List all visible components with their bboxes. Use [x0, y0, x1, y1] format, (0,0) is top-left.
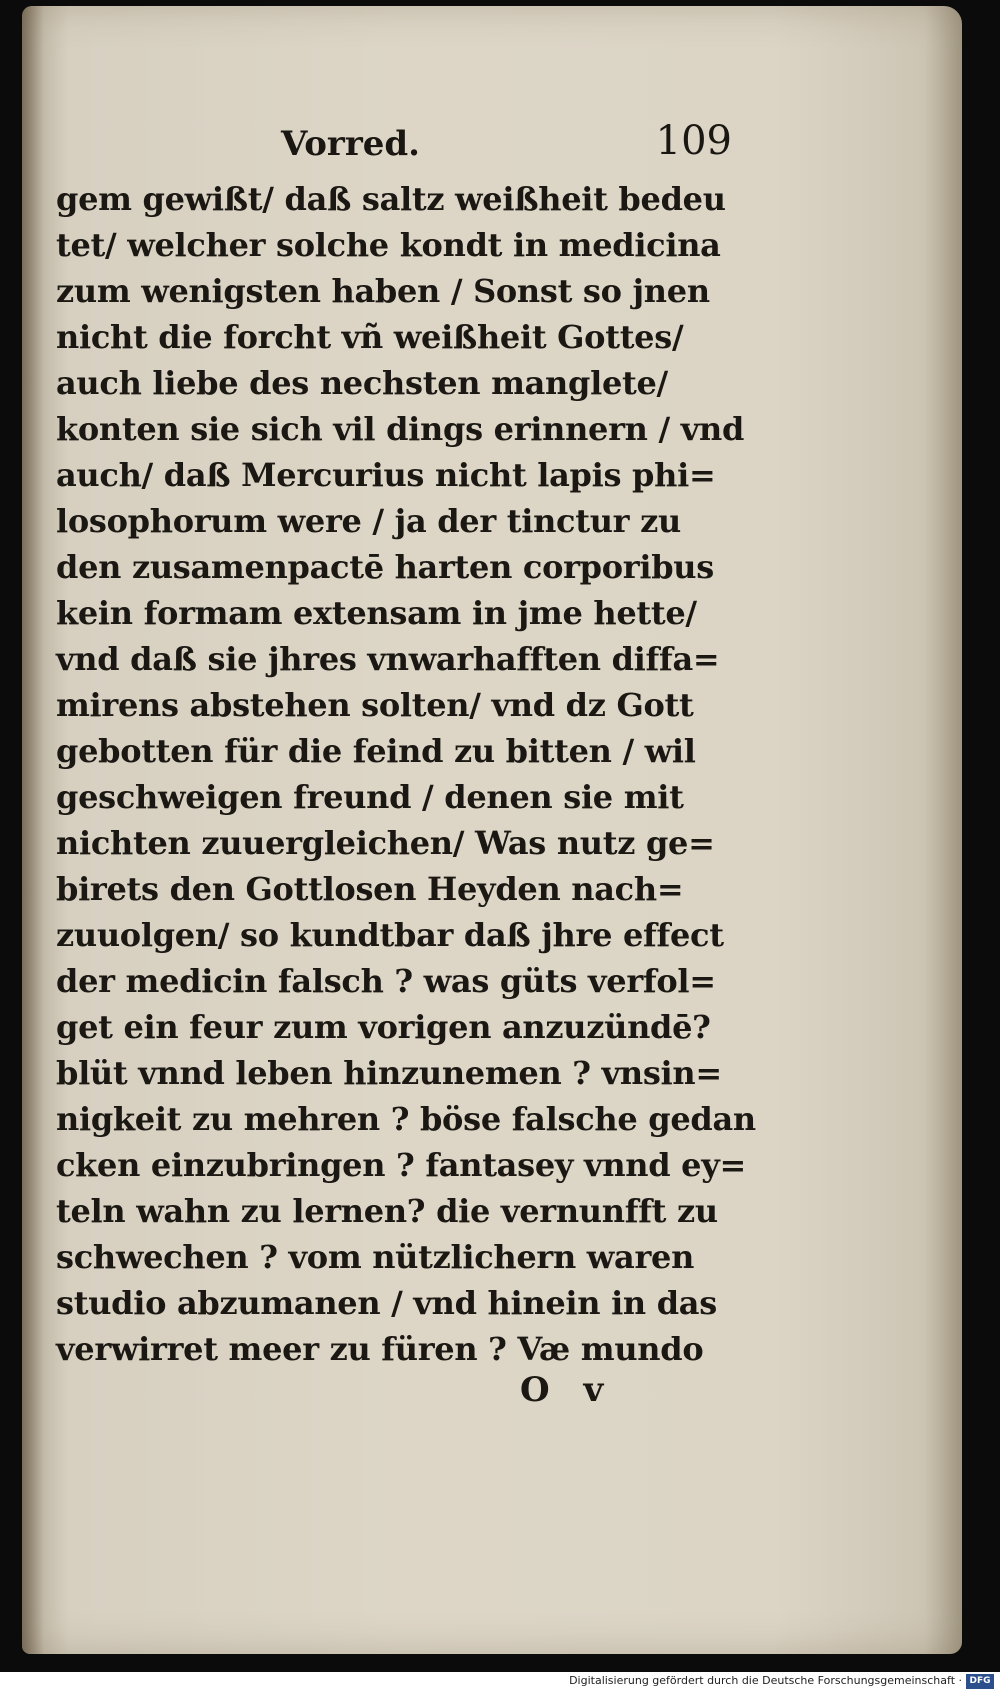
- signature-mark: O v: [520, 1370, 604, 1410]
- page-gutter-shadow: [22, 6, 44, 1654]
- text-line: tet/ welcher solche kondt in medicina: [56, 226, 721, 264]
- text-line: mirens abstehen solten/ vnd dz Gott: [56, 686, 694, 724]
- text-line: get ein feur zum vorigen anzuzündē?: [56, 1008, 711, 1046]
- page-text-block: [56, 110, 756, 1372]
- text-line: gem gewißt/ daß saltz weißheit bedeu: [56, 180, 726, 218]
- text-line: vnd daß sie jhres vnwarhafften diffa=: [56, 640, 720, 678]
- funding-credit: Digitalisierung gefördert durch die Deutsche Forschungsgemeinschaft ·: [569, 1674, 962, 1687]
- text-line: kein formam extensam in jme hette/: [56, 594, 697, 632]
- text-line: studio abzumanen / vnd hinein in das: [56, 1284, 717, 1322]
- page-header: [56, 110, 732, 176]
- text-line: geschweigen freund / denen sie mit: [56, 778, 684, 816]
- text-line: konten sie sich vil dings erinnern / vnd: [56, 410, 745, 448]
- text-line: gebotten für die feind zu bitten / wil: [56, 732, 696, 770]
- text-line: nigkeit zu mehren ? böse falsche gedan: [56, 1100, 756, 1138]
- text-line: auch/ daß Mercurius nicht lapis phi=: [56, 456, 716, 494]
- text-line: nichten zuuergleichen/ Was nutz ge=: [56, 824, 715, 862]
- text-line: auch liebe des nechsten manglete/: [56, 364, 668, 402]
- text-line: nicht die forcht vñ weißheit Gottes/: [56, 318, 684, 356]
- text-line: blüt vnnd leben hinzunemen ? vnsin=: [56, 1054, 722, 1092]
- dfg-logo: DFG: [966, 1674, 994, 1689]
- body-text: [56, 176, 756, 1372]
- page-number: 109: [655, 118, 732, 164]
- text-line: zum wenigsten haben / Sonst so jnen: [56, 272, 710, 310]
- text-line: teln wahn zu lernen? die vernunfft zu: [56, 1192, 718, 1230]
- text-line: birets den Gottlosen Heyden nach=: [56, 870, 684, 908]
- text-line: zuuolgen/ so kundtbar daß jhre effect: [56, 916, 724, 954]
- text-line: verwirret meer zu füren ? Væ mundo: [56, 1330, 704, 1368]
- footer-bar: [0, 1672, 1000, 1693]
- text-line: schwechen ? vom nützlichern waren: [56, 1238, 695, 1276]
- text-line: cken einzubringen ? fantasey vnnd ey=: [56, 1146, 747, 1184]
- text-line: der medicin falsch ? was güts verfol=: [56, 962, 716, 1000]
- text-line: losophorum were / ja der tinctur zu: [56, 502, 681, 540]
- running-head: Vorred.: [281, 124, 421, 164]
- text-line: den zusamenpactē harten corporibus: [56, 548, 714, 586]
